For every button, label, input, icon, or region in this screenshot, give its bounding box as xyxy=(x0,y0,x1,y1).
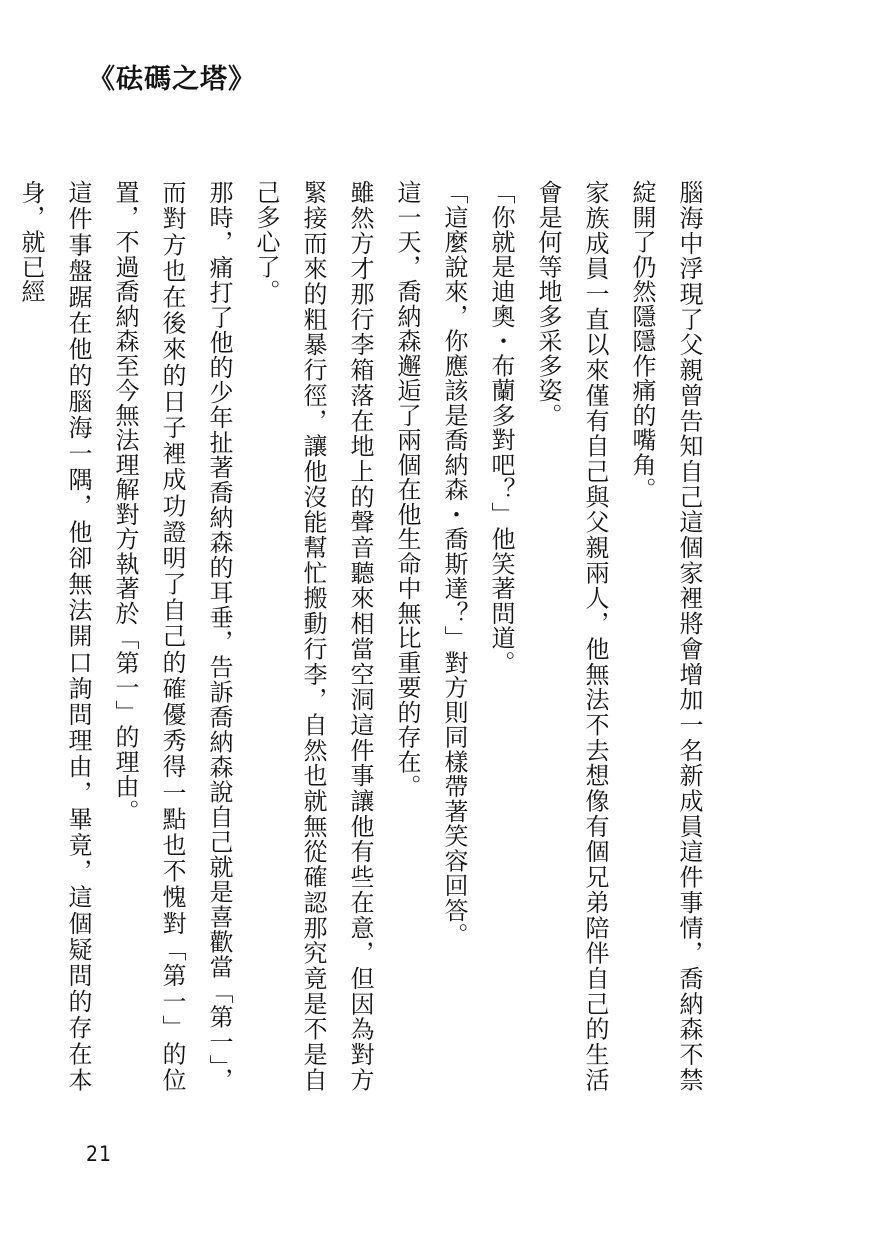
paragraph: 那時，痛打了他的少年扯著喬納森的耳垂，告訴喬納森說自己就是喜歡當「第一」，而對方也在後來的日子裡成功證明了自己的確優秀得一點也不愧對「第一」的位置，不過喬納森至今無法理解對方執著於「第一」的理由。 xyxy=(111,180,233,1092)
paragraph: 這一天，喬納森邂逅了兩個在他生命中無比重要的存在。 xyxy=(393,180,421,799)
page-number: 21 xyxy=(86,1142,113,1166)
paragraph: 「這麼說來，你應該是喬納森・喬斯達？」對方則同樣帶著笑容回答。 xyxy=(440,180,468,948)
paragraph: 這件事盤踞在他的腦海一隅，他卻無法開口詢問理由，畢竟，這個疑問的存在本身，就已經 xyxy=(17,180,92,1092)
book-title: 《砝碼之塔》 xyxy=(88,64,256,95)
paragraph: 腦海中浮現了父親曾告知自己這個家裡將會增加一名新成員這件事情，喬納森不禁綻開了仍然隱隱作痛的嘴角。 xyxy=(628,180,703,1092)
paragraph: 雖然方才那行李箱落在地上的聲音聽來相當空洞這件事讓他有些在意，但因為對方緊接而來的粗暴行徑，讓他沒能幫忙搬動行李，自然也就無從確認那究竟是不是自己多心了。 xyxy=(252,180,374,1092)
paragraph: 「你就是迪奧・布蘭多對吧？」他笑著問道。 xyxy=(487,180,515,675)
paragraph: 家族成員一直以來僅有自己與父親兩人，他無法不去想像有個兄弟陪伴自己的生活會是何等地多采多姿。 xyxy=(534,180,609,1092)
body-text xyxy=(7,180,712,1092)
